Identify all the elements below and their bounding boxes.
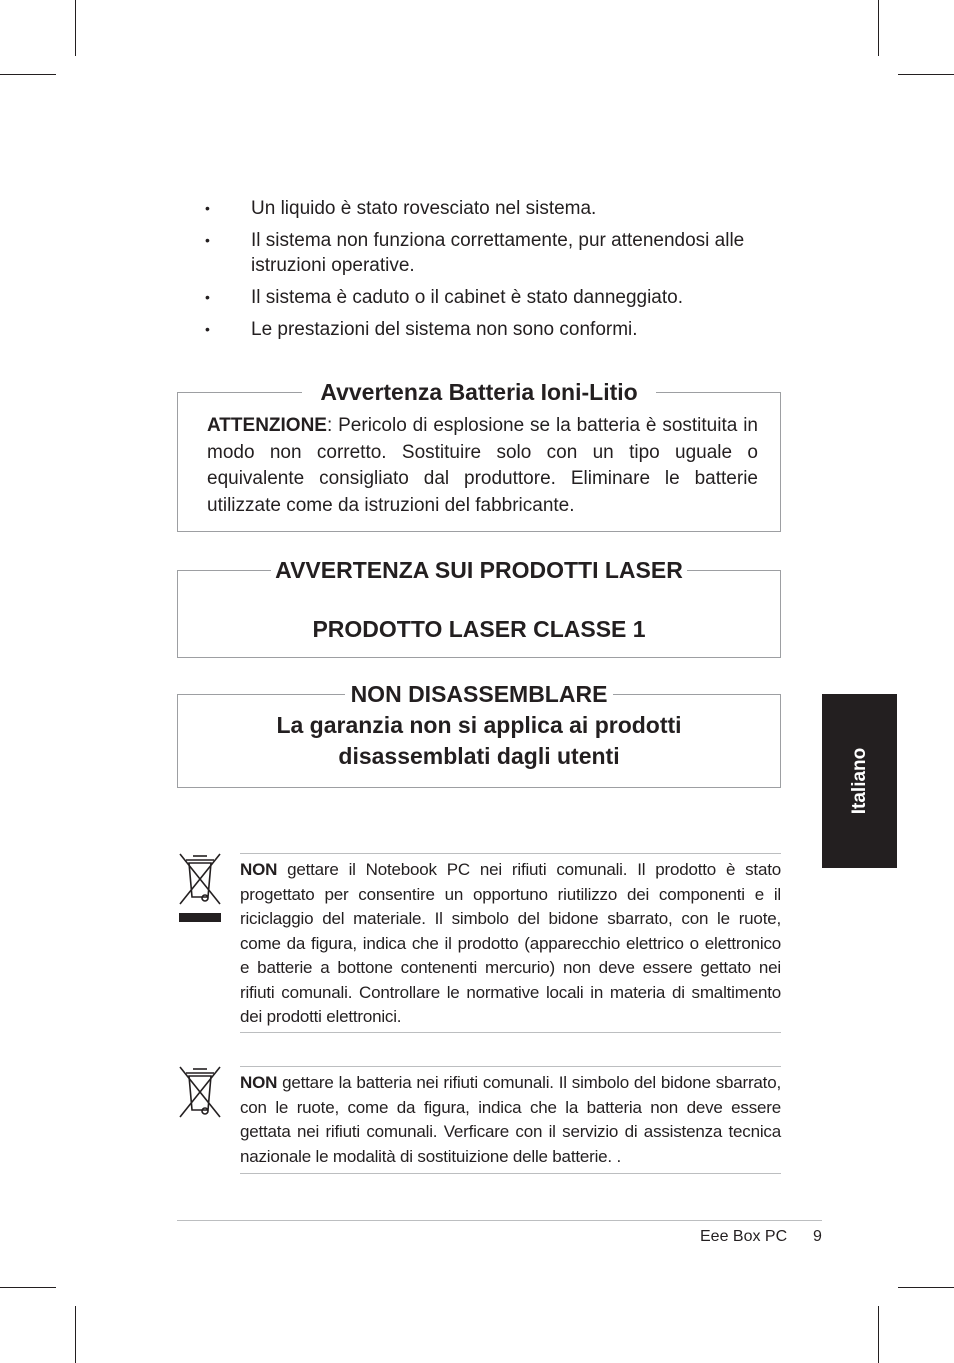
crop-mark: [878, 0, 879, 56]
disposal-notice-battery: [240, 1071, 781, 1169]
bullet-item: [205, 317, 785, 342]
warning-body: : Pericolo di esplosione se la batteria è sostituita in modo non corretto. Sostituire solo con un tipo uguale o equivalente consigliato dal produttore. Eliminare le batterie utilizzate come da istruzioni del fabbricante.: [207, 415, 758, 516]
notice-divider: [240, 853, 781, 854]
notice-divider: [240, 1032, 781, 1033]
crop-mark: [75, 1306, 76, 1363]
warning-label: ATTENZIONE: [207, 415, 327, 436]
laser-warning-box: [177, 557, 781, 658]
crossed-out-wheelie-bin-icon: [177, 1066, 223, 1118]
language-side-tab: [822, 694, 897, 868]
laser-warning-title: AVVERTENZA SUI PRODOTTI LASER: [271, 557, 687, 583]
crop-mark: [0, 74, 56, 75]
crop-mark: [75, 0, 76, 56]
notice-text: gettare il Notebook PC nei rifiuti comunali. Il prodotto è stato progettato per consentire un opportuno riutilizzo dei componenti e il riciclaggio del materiale. Il simbolo del bidone sbarrato, con le ruote, come da figura, indica che il prodotto (apparecchio elettrico o elettronico e batterie a bottone contenenti mercurio) non deve essere gettato nei rifiuti comunali. Controllare le normative locali in materia di smaltimento dei prodotti elettronici.: [240, 860, 781, 1026]
page-number: 9: [813, 1228, 822, 1245]
bullet-text: Le prestazioni del sistema non sono conformi.: [251, 319, 638, 340]
bullet-item: [205, 285, 785, 310]
bullet-text: Un liquido è stato rovesciato nel sistema.: [251, 198, 597, 219]
disassemble-warning-title: NON DISASSEMBLARE: [345, 681, 614, 707]
language-tab-label: Italiano: [848, 747, 870, 815]
laser-class-label: PRODOTTO LASER CLASSE 1: [312, 616, 646, 642]
footer-title: Eee Box PC: [700, 1228, 788, 1245]
disassemble-warning-text: [178, 710, 780, 772]
disassemble-line: disassemblati dagli utenti: [338, 743, 620, 769]
bullet-symbol: •: [205, 289, 210, 305]
bullet-item: [205, 196, 785, 221]
bullet-text: Il sistema non funziona correttamente, pur attenendosi alle istruzioni operative.: [251, 230, 745, 276]
bullet-symbol: •: [205, 321, 210, 337]
disposal-notice-notebook: [240, 858, 781, 1030]
disassemble-warning-box: [177, 681, 781, 788]
notice-divider: [240, 1066, 781, 1067]
bullet-text: Il sistema è caduto o il cabinet è stato danneggiato.: [251, 287, 683, 308]
notice-lead: NON: [240, 1073, 278, 1092]
notice-divider: [240, 1173, 781, 1174]
notice-lead: NON: [240, 860, 278, 879]
bullet-symbol: •: [205, 232, 210, 248]
crop-mark: [898, 1287, 954, 1288]
notice-text: gettare la batteria nei rifiuti comunali. Il simbolo del bidone sbarrato, con le ruote, come da figura, indica che la batteria non deve essere gettata nei rifiuti comunali. Verficare con il servizio di assistenza tecnica nazionale le modalità di sostituizione delle batterie. .: [240, 1073, 781, 1166]
battery-warning-box: [177, 379, 781, 532]
disassemble-line: La garanzia non si applica ai prodotti: [276, 712, 682, 738]
crop-mark: [878, 1306, 879, 1363]
crop-mark: [0, 1287, 56, 1288]
crop-mark: [898, 74, 954, 75]
bullet-symbol: •: [205, 200, 210, 216]
battery-warning-text: [207, 413, 758, 519]
bullet-list: [205, 196, 785, 349]
bullet-item: [205, 228, 785, 278]
crossed-out-wheelie-bin-icon: [177, 853, 223, 925]
battery-warning-title: Avvertenza Batteria Ioni-Litio: [302, 379, 655, 405]
footer-divider: [177, 1220, 822, 1221]
